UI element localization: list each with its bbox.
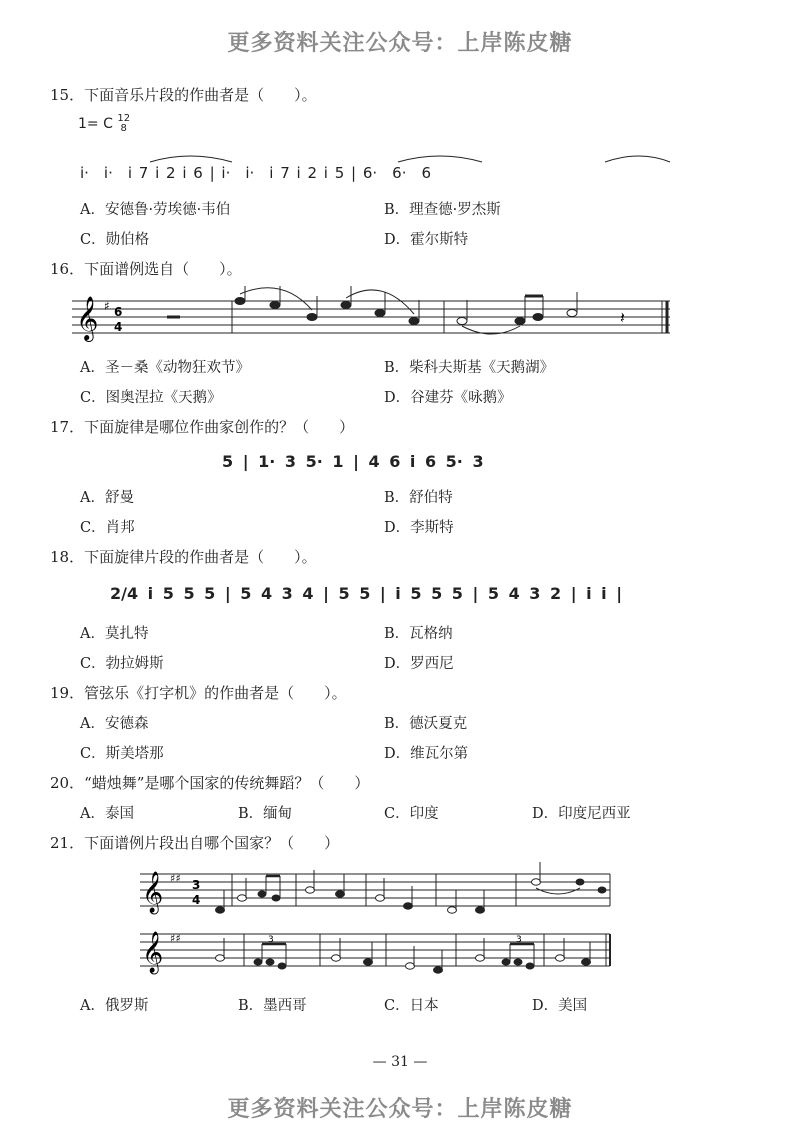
q15-option-c[interactable]: C．勋伯格	[80, 232, 150, 248]
q16-option-a[interactable]: A．圣－桑《动物狂欢节》	[80, 360, 250, 376]
svg-text:6: 6	[114, 305, 123, 319]
question-18: 18．下面旋律片段的作曲者是（ ）。	[50, 548, 317, 566]
svg-text:3: 3	[516, 935, 522, 945]
q15-key-signature	[78, 114, 130, 134]
watermark-top: 更多资料关注公众号：上岸陈皮糖	[227, 31, 573, 56]
q21-option-b[interactable]: B．墨西哥	[238, 998, 307, 1014]
q15-meter-bottom: 8	[120, 123, 127, 134]
q17-option-b[interactable]: B．舒伯特	[384, 490, 453, 506]
watermark-bottom: 更多资料关注公众号：上岸陈皮糖	[227, 1097, 573, 1122]
q16-option-c[interactable]: C．图奥涅拉《天鹅》	[80, 390, 222, 406]
question-16: 16．下面谱例选自（ ）。	[50, 260, 242, 278]
q21-option-c[interactable]: C．日本	[384, 998, 439, 1014]
svg-text:♯: ♯	[104, 299, 110, 313]
q15-slurs	[80, 148, 680, 168]
q17-option-c[interactable]: C．肖邦	[80, 520, 135, 536]
question-21: 21．下面谱例片段出自哪个国家？（ ）	[50, 834, 340, 852]
svg-text:3: 3	[268, 935, 274, 945]
q21-staff	[140, 860, 620, 980]
q16-option-d[interactable]: D．谷建芬《咏鹅》	[384, 390, 512, 406]
svg-text:4: 4	[114, 320, 123, 334]
q19-option-d[interactable]: D．维瓦尔第	[384, 746, 469, 762]
q20-option-c[interactable]: C．印度	[384, 806, 439, 822]
q21-option-a[interactable]: A．俄罗斯	[80, 998, 149, 1014]
q15-key: 1= C	[78, 116, 113, 132]
q18-option-d[interactable]: D．罗西尼	[384, 656, 454, 672]
question-19: 19．管弦乐《打字机》的作曲者是（ ）。	[50, 684, 347, 702]
svg-text:♯♯: ♯♯	[170, 932, 181, 945]
q19-option-b[interactable]: B．德沃夏克	[384, 716, 468, 732]
q16-option-b[interactable]: B．柴科夫斯基《天鹅湖》	[384, 360, 555, 376]
question-20: 20．“蜡烛舞”是哪个国家的传统舞蹈？（ ）	[50, 774, 370, 792]
page-number: — 31 —	[372, 1054, 428, 1070]
q15-meter	[117, 114, 130, 134]
q15-option-a[interactable]: A．安德鲁·劳埃德·韦伯	[80, 202, 231, 218]
q19-option-c[interactable]: C．斯美塔那	[80, 746, 164, 762]
question-15: 15．下面音乐片段的作曲者是（ ）。	[50, 86, 317, 104]
q17-option-d[interactable]: D．李斯特	[384, 520, 454, 536]
q18-option-c[interactable]: C．勃拉姆斯	[80, 656, 164, 672]
q20-option-a[interactable]: A．泰国	[80, 806, 134, 822]
q15-meter-top: 12	[117, 113, 131, 124]
q15-option-d[interactable]: D．霍尔斯特	[384, 232, 469, 248]
q21-meter-top: 3	[192, 878, 201, 892]
q18-option-b[interactable]: B．瓦格纳	[384, 626, 453, 642]
q15-option-b[interactable]: B．理查德·罗杰斯	[384, 202, 501, 218]
treble-clef-icon-2: 𝄞	[142, 932, 164, 973]
question-17: 17．下面旋律是哪位作曲家创作的？（ ）	[50, 418, 355, 436]
q16-staff	[72, 286, 672, 346]
svg-text:♯♯: ♯♯	[170, 872, 181, 885]
treble-clef-icon: 𝄞	[76, 296, 99, 340]
q17-option-a[interactable]: A．舒曼	[80, 490, 134, 506]
q18-jianpu: 2/4 i 5 5 5 | 5 4 3 4 | 5 5 | i 5 5 5 | 5 4 3 2 | i i |	[110, 584, 623, 603]
q21-meter-bottom: 4	[192, 893, 201, 907]
q15-jianpu: i· i· i 7 i 2 i 6 | i· i· i 7 i 2 i 5 | 6· 6· 6	[80, 164, 432, 182]
q19-option-a[interactable]: A．安德森	[80, 716, 149, 732]
svg-text:𝄽: 𝄽	[620, 308, 625, 327]
q20-option-d[interactable]: D．印度尼西亚	[532, 806, 631, 822]
q20-option-b[interactable]: B．缅甸	[238, 806, 293, 822]
treble-clef-icon: 𝄞	[142, 872, 164, 913]
q21-option-d[interactable]: D．美国	[532, 998, 588, 1014]
q18-option-a[interactable]: A．莫扎特	[80, 626, 149, 642]
q17-jianpu: 5 | 1· 3 5· 1 | 4 6 i 6 5· 3	[222, 452, 484, 471]
